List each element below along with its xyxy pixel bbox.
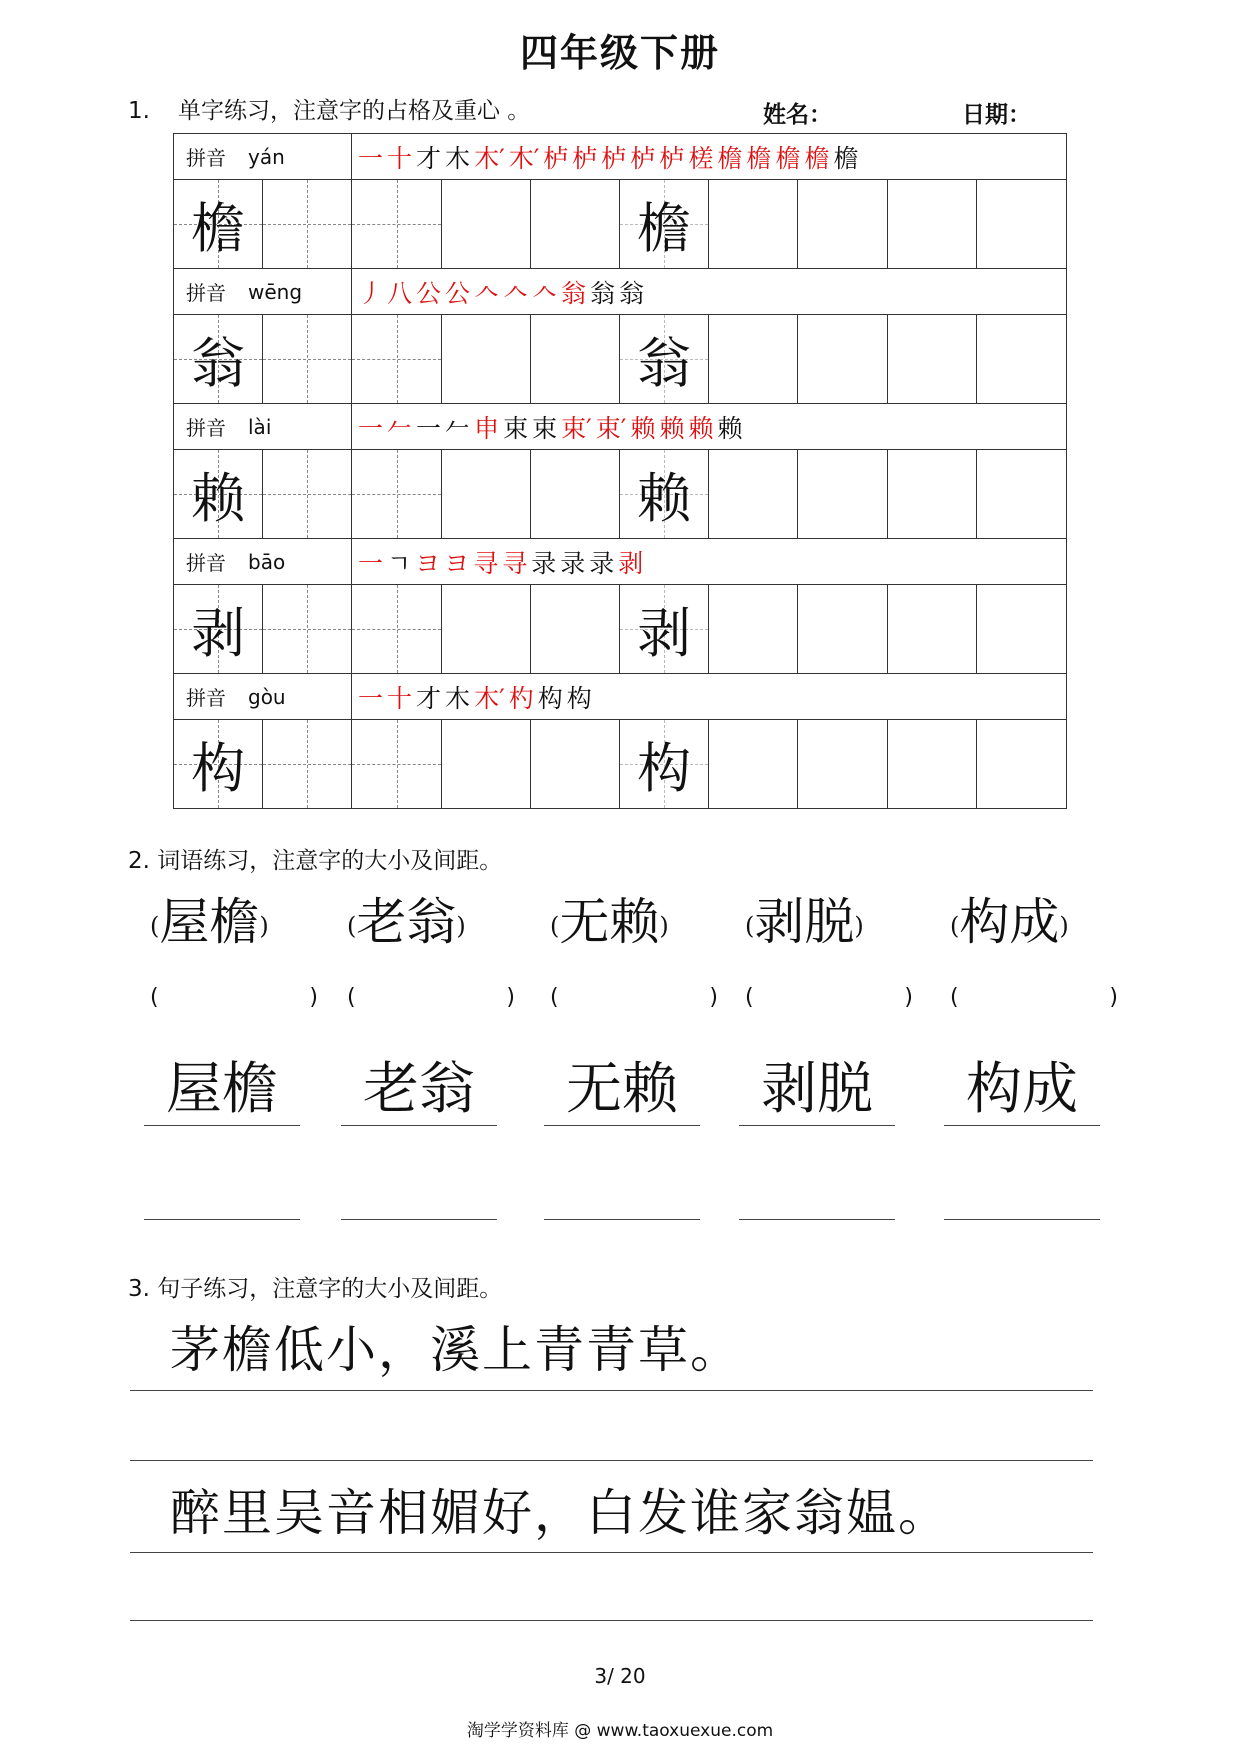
stroke-step: 栌 bbox=[659, 143, 685, 173]
writing-box[interactable] bbox=[442, 450, 531, 538]
stroke-step: 束′ bbox=[595, 413, 627, 443]
model-character: 剥 bbox=[191, 601, 246, 665]
writing-boxes-row bbox=[174, 720, 1066, 808]
word-pinyin-group bbox=[150, 882, 269, 954]
pinyin-prefix: 拼音 bbox=[186, 416, 226, 440]
trace-character-box[interactable] bbox=[620, 315, 709, 403]
paren-open: ( bbox=[950, 912, 960, 940]
writing-box[interactable] bbox=[263, 450, 352, 538]
stroke-step: 赖 bbox=[659, 413, 685, 443]
writing-box[interactable] bbox=[709, 315, 798, 403]
stroke-step: 一 bbox=[358, 413, 384, 443]
stroke-step: 才 bbox=[416, 683, 442, 713]
stroke-step: 栌 bbox=[601, 143, 627, 173]
character-practice-grid bbox=[173, 133, 1067, 809]
writing-box[interactable] bbox=[263, 315, 352, 403]
stroke-order bbox=[352, 269, 1066, 314]
name-label: 姓名： bbox=[763, 102, 832, 128]
stroke-step: 才 bbox=[416, 143, 442, 173]
stroke-step: 赖 bbox=[688, 413, 714, 443]
writing-box[interactable] bbox=[798, 315, 887, 403]
date-label: 日期： bbox=[962, 102, 1031, 128]
stroke-step: 𠂉 bbox=[387, 413, 413, 443]
pinyin-cell bbox=[174, 134, 352, 179]
pinyin-row bbox=[174, 404, 1066, 450]
stroke-step: 翁 bbox=[619, 278, 645, 308]
pinyin-row bbox=[174, 674, 1066, 720]
word-writing-line[interactable] bbox=[739, 1219, 895, 1220]
model-character: 赖 bbox=[637, 466, 692, 530]
pinyin-text: gòu bbox=[248, 684, 286, 709]
paren-close: ) bbox=[1059, 912, 1069, 940]
word-text: 剥脱 bbox=[754, 893, 855, 951]
paren-open: ( bbox=[150, 912, 160, 940]
writing-boxes-row bbox=[174, 315, 1066, 403]
pinyin-text: wēng bbox=[248, 279, 303, 304]
stroke-step: 翁 bbox=[590, 278, 616, 308]
pinyin-answer-parens[interactable] bbox=[347, 985, 515, 1010]
writing-box[interactable] bbox=[977, 180, 1066, 268]
stroke-step: 杓 bbox=[508, 683, 534, 713]
trace-character-box[interactable] bbox=[620, 720, 709, 808]
paren-close: ) bbox=[259, 912, 269, 940]
pinyin-row bbox=[174, 269, 1066, 315]
stroke-step: 束′ bbox=[561, 413, 592, 443]
stroke-step: 寻 bbox=[473, 548, 499, 578]
stroke-step: 公 bbox=[416, 278, 442, 308]
stroke-step: 录 bbox=[589, 548, 615, 578]
writing-box[interactable] bbox=[798, 450, 887, 538]
writing-box[interactable] bbox=[888, 720, 977, 808]
model-character: 构 bbox=[191, 736, 246, 800]
stroke-step: 木′ bbox=[508, 143, 540, 173]
stroke-step: 构 bbox=[566, 683, 592, 713]
word-text: 老翁 bbox=[356, 893, 457, 951]
writing-box[interactable] bbox=[977, 315, 1066, 403]
stroke-step: 构 bbox=[537, 683, 563, 713]
model-character-box[interactable] bbox=[174, 585, 263, 673]
stroke-step: 檐 bbox=[804, 143, 830, 173]
stroke-step: 十 bbox=[387, 683, 413, 713]
pinyin-prefix: 拼音 bbox=[186, 551, 226, 575]
model-character-box[interactable] bbox=[174, 720, 263, 808]
trace-character-box[interactable] bbox=[620, 585, 709, 673]
paren-close: ) bbox=[456, 912, 466, 940]
paren-open: ( bbox=[550, 985, 559, 1010]
pinyin-cell bbox=[174, 674, 352, 719]
writing-box[interactable] bbox=[531, 180, 620, 268]
model-character-box[interactable] bbox=[174, 450, 263, 538]
model-character: 翁 bbox=[637, 331, 692, 395]
paren-close: ) bbox=[309, 985, 318, 1010]
stroke-step: 𠆢 bbox=[503, 278, 529, 308]
paren-open: ( bbox=[150, 985, 159, 1010]
stroke-order bbox=[352, 674, 1066, 719]
trace-sentence: 茅檐低小，溪上青青草。 bbox=[170, 1321, 742, 1379]
paren-close: ) bbox=[659, 912, 669, 940]
writing-box[interactable] bbox=[442, 180, 531, 268]
pinyin-row bbox=[174, 134, 1066, 180]
trace-word: 屋檐 bbox=[144, 1060, 300, 1126]
writing-box[interactable] bbox=[709, 180, 798, 268]
paren-open: ( bbox=[745, 912, 755, 940]
stroke-step: 一 bbox=[416, 413, 442, 443]
word-text: 无赖 bbox=[559, 893, 660, 951]
stroke-step: 束 bbox=[503, 413, 529, 443]
stroke-step: 栌 bbox=[572, 143, 598, 173]
pinyin-row bbox=[174, 539, 1066, 585]
word-text: 构成 bbox=[959, 893, 1060, 951]
character-block bbox=[174, 269, 1066, 404]
trace-character-box[interactable] bbox=[620, 450, 709, 538]
sentence-trace-line bbox=[130, 1552, 1093, 1553]
model-character-box[interactable] bbox=[174, 315, 263, 403]
word-pinyin-group bbox=[950, 882, 1069, 954]
character-block bbox=[174, 404, 1066, 539]
stroke-step: 𠆢 bbox=[532, 278, 558, 308]
pinyin-cell bbox=[174, 539, 352, 584]
pinyin-answer-parens[interactable] bbox=[950, 985, 1118, 1010]
word-pinyin-group bbox=[745, 882, 864, 954]
stroke-step: 剥 bbox=[618, 548, 644, 578]
section1-label: 单字练习，注意字的占格及重心 。 bbox=[178, 98, 531, 124]
writing-box[interactable] bbox=[442, 585, 531, 673]
writing-box[interactable] bbox=[709, 720, 798, 808]
pinyin-answer-parens[interactable] bbox=[150, 985, 318, 1010]
word-writing-line[interactable] bbox=[144, 1219, 300, 1220]
character-block bbox=[174, 134, 1066, 269]
page-title: 四年级下册 bbox=[519, 31, 720, 75]
stroke-step: 栌 bbox=[543, 143, 569, 173]
stroke-step: 栌 bbox=[630, 143, 656, 173]
paren-open: ( bbox=[347, 985, 356, 1010]
stroke-step: 檐 bbox=[833, 143, 859, 173]
pinyin-cell bbox=[174, 404, 352, 449]
pinyin-prefix: 拼音 bbox=[186, 281, 226, 305]
writing-box[interactable] bbox=[798, 720, 887, 808]
model-character: 剥 bbox=[637, 601, 692, 665]
writing-box[interactable] bbox=[977, 450, 1066, 538]
trace-word: 剥脱 bbox=[739, 1060, 895, 1126]
paren-close: ) bbox=[506, 985, 515, 1010]
writing-box[interactable] bbox=[709, 585, 798, 673]
stroke-step: ㄱ bbox=[387, 548, 412, 578]
word-with-parens bbox=[347, 882, 466, 954]
writing-box[interactable] bbox=[977, 585, 1066, 673]
word-with-parens bbox=[550, 882, 669, 954]
stroke-step: 束 bbox=[532, 413, 558, 443]
stroke-step: 翁 bbox=[561, 278, 587, 308]
stroke-step: ヨ bbox=[444, 548, 470, 578]
pinyin-cell bbox=[174, 269, 352, 314]
trace-sentence: 醉里吴音相媚好，白发谁家翁媪。 bbox=[170, 1484, 950, 1542]
writing-box[interactable] bbox=[263, 585, 352, 673]
page-number: 3/ 20 bbox=[594, 1664, 646, 1688]
writing-box[interactable] bbox=[888, 180, 977, 268]
paren-close: ) bbox=[854, 912, 864, 940]
writing-box[interactable] bbox=[531, 315, 620, 403]
pinyin-text: yán bbox=[248, 144, 285, 169]
model-character: 檐 bbox=[637, 196, 692, 260]
section1-number: 1. bbox=[128, 98, 150, 124]
stroke-step: 公 bbox=[445, 278, 471, 308]
stroke-step: 寻 bbox=[502, 548, 528, 578]
writing-box[interactable] bbox=[352, 585, 441, 673]
paren-open: ( bbox=[950, 985, 959, 1010]
trace-word: 构成 bbox=[944, 1060, 1100, 1126]
trace-word: 老翁 bbox=[341, 1060, 497, 1126]
writing-box[interactable] bbox=[442, 315, 531, 403]
writing-box[interactable] bbox=[352, 315, 441, 403]
writing-box[interactable] bbox=[352, 720, 441, 808]
stroke-step: ヨ bbox=[415, 548, 441, 578]
model-character: 翁 bbox=[191, 331, 246, 395]
writing-box[interactable] bbox=[442, 720, 531, 808]
stroke-step: 𠆢 bbox=[474, 278, 500, 308]
stroke-step: 八 bbox=[387, 278, 413, 308]
writing-box[interactable] bbox=[798, 585, 887, 673]
word-with-parens bbox=[150, 882, 269, 954]
pinyin-text: bāo bbox=[248, 549, 286, 574]
writing-box[interactable] bbox=[263, 720, 352, 808]
writing-box[interactable] bbox=[531, 720, 620, 808]
stroke-step: 录 bbox=[531, 548, 557, 578]
paren-close: ) bbox=[904, 985, 913, 1010]
writing-box[interactable] bbox=[531, 585, 620, 673]
writing-box[interactable] bbox=[352, 450, 441, 538]
stroke-step: 木′ bbox=[474, 143, 505, 173]
writing-box[interactable] bbox=[977, 720, 1066, 808]
word-writing-line[interactable] bbox=[944, 1219, 1100, 1220]
word-writing-line[interactable] bbox=[544, 1219, 700, 1220]
trace-character-box[interactable] bbox=[620, 180, 709, 268]
stroke-order bbox=[352, 539, 1066, 584]
trace-word: 无赖 bbox=[544, 1060, 700, 1126]
paren-open: ( bbox=[347, 912, 357, 940]
pinyin-answer-parens[interactable] bbox=[745, 985, 913, 1010]
stroke-step: 一 bbox=[358, 548, 384, 578]
stroke-step: 檐 bbox=[717, 143, 743, 173]
writing-box[interactable] bbox=[709, 450, 798, 538]
writing-box[interactable] bbox=[531, 450, 620, 538]
paren-close: ) bbox=[709, 985, 718, 1010]
word-with-parens bbox=[745, 882, 864, 954]
footer-watermark: 淘学学资料库 @ www.taoxuexue.com bbox=[466, 1721, 774, 1741]
sentence-writing-line[interactable] bbox=[130, 1620, 1093, 1621]
character-block bbox=[174, 674, 1066, 809]
stroke-step: 木 bbox=[445, 683, 471, 713]
stroke-step: 十 bbox=[387, 143, 413, 173]
stroke-step: 丿 bbox=[358, 278, 384, 308]
word-writing-line[interactable] bbox=[341, 1219, 497, 1220]
word-pinyin-group bbox=[347, 882, 466, 954]
stroke-step: 槎 bbox=[688, 143, 714, 173]
word-with-parens bbox=[950, 882, 1069, 954]
character-block bbox=[174, 539, 1066, 674]
writing-box[interactable] bbox=[798, 180, 887, 268]
stroke-order bbox=[352, 404, 1066, 449]
model-character: 赖 bbox=[191, 466, 246, 530]
writing-box[interactable] bbox=[888, 315, 977, 403]
model-character-box[interactable] bbox=[174, 180, 263, 268]
stroke-step: 一 bbox=[358, 683, 384, 713]
section1-heading bbox=[128, 92, 530, 125]
stroke-step: 赖 bbox=[630, 413, 656, 443]
stroke-step: 一 bbox=[358, 143, 384, 173]
writing-boxes-row bbox=[174, 585, 1066, 673]
stroke-step: 赖 bbox=[717, 413, 743, 443]
writing-boxes-row bbox=[174, 450, 1066, 538]
section3-heading: 3. 句子练习，注意字的大小及间距。 bbox=[128, 1276, 503, 1302]
model-character: 构 bbox=[637, 736, 692, 800]
writing-box[interactable] bbox=[888, 585, 977, 673]
writing-box[interactable] bbox=[352, 180, 441, 268]
pinyin-prefix: 拼音 bbox=[186, 146, 226, 170]
pinyin-answer-parens[interactable] bbox=[550, 985, 718, 1010]
word-text: 屋檐 bbox=[159, 893, 260, 951]
paren-open: ( bbox=[550, 912, 560, 940]
stroke-step: 檐 bbox=[775, 143, 801, 173]
sentence-trace-line bbox=[130, 1390, 1093, 1391]
writing-boxes-row bbox=[174, 180, 1066, 268]
writing-box[interactable] bbox=[888, 450, 977, 538]
paren-close: ) bbox=[1109, 985, 1118, 1010]
stroke-step: 𠂉 bbox=[445, 413, 471, 443]
stroke-step: 申 bbox=[474, 413, 500, 443]
pinyin-prefix: 拼音 bbox=[186, 686, 226, 710]
word-pinyin-group bbox=[550, 882, 669, 954]
stroke-step: 木′ bbox=[474, 683, 505, 713]
sentence-writing-line[interactable] bbox=[130, 1460, 1093, 1461]
paren-open: ( bbox=[745, 985, 754, 1010]
stroke-step: 录 bbox=[560, 548, 586, 578]
stroke-step: 檐 bbox=[746, 143, 772, 173]
section2-heading: 2. 词语练习，注意字的大小及间距。 bbox=[128, 848, 503, 874]
stroke-step: 木 bbox=[445, 143, 471, 173]
writing-box[interactable] bbox=[263, 180, 352, 268]
pinyin-text: lài bbox=[248, 414, 272, 439]
model-character: 檐 bbox=[191, 196, 246, 260]
stroke-order bbox=[352, 134, 1066, 179]
